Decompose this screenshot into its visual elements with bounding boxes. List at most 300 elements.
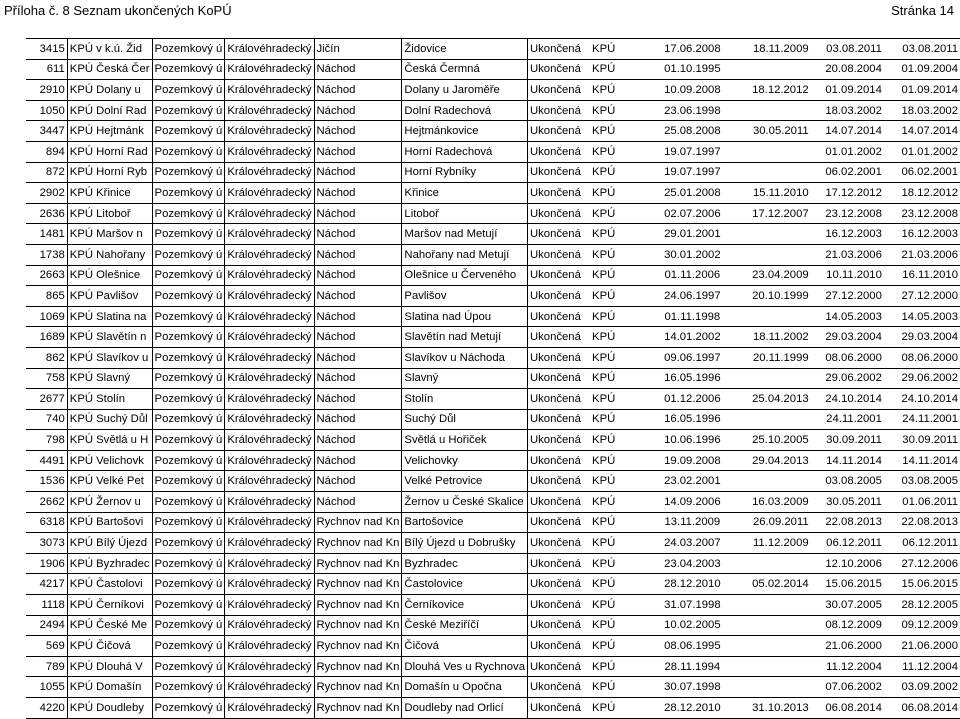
cell-id: 862 <box>26 347 67 368</box>
cell-status: Ukončená <box>527 656 590 677</box>
cell-status: Ukončená <box>527 677 590 698</box>
cell-type: KPÚ <box>590 656 652 677</box>
cell-type: KPÚ <box>590 286 652 307</box>
page-header-title: Příloha č. 8 Seznam ukončených KoPÚ <box>4 3 232 18</box>
cell-region: Královéhradecký <box>225 327 314 348</box>
cell-name: KPÚ Suchý Důl <box>67 409 152 430</box>
cell-cadastral-area: Doudleby nad Orlicí <box>402 698 528 719</box>
cell-region: Královéhradecký <box>225 409 314 430</box>
cell-status: Ukončená <box>527 39 590 60</box>
cell-completion-date: 14.05.2003 <box>811 306 884 327</box>
cell-cadastral-area: České Meziříčí <box>402 615 528 636</box>
cell-approval-date: 20.10.1999 <box>733 286 811 307</box>
cell-region: Královéhradecký <box>225 430 314 451</box>
cell-type: KPÚ <box>590 574 652 595</box>
table-row <box>26 224 960 245</box>
cell-office: Pozemkový ú <box>152 512 225 533</box>
cell-approval-date: 18.12.2012 <box>733 80 811 101</box>
cell-district: Náchod <box>314 162 402 183</box>
cell-district: Jičín <box>314 39 402 60</box>
cell-region: Královéhradecký <box>225 574 314 595</box>
table-row <box>26 450 960 471</box>
cell-region: Královéhradecký <box>225 224 314 245</box>
cell-start-date: 09.06.1997 <box>652 347 733 368</box>
cell-cadastral-area: Suchý Důl <box>402 409 528 430</box>
cell-register-date: 06.02.2001 <box>884 162 960 183</box>
cell-name: KPÚ Křinice <box>67 183 152 204</box>
cell-type: KPÚ <box>590 162 652 183</box>
cell-office: Pozemkový ú <box>152 389 225 410</box>
cell-office: Pozemkový ú <box>152 203 225 224</box>
cell-office: Pozemkový ú <box>152 306 225 327</box>
cell-region: Královéhradecký <box>225 141 314 162</box>
cell-cadastral-area: Domašín u Opočna <box>402 677 528 698</box>
cell-register-date: 03.08.2005 <box>884 471 960 492</box>
cell-district: Náchod <box>314 121 402 142</box>
cell-region: Královéhradecký <box>225 636 314 657</box>
cell-district: Náchod <box>314 183 402 204</box>
cell-approval-date <box>733 306 811 327</box>
cell-status: Ukončená <box>527 286 590 307</box>
cell-approval-date <box>733 368 811 389</box>
cell-status: Ukončená <box>527 553 590 574</box>
table-row <box>26 409 960 430</box>
table-row <box>26 100 960 121</box>
cell-approval-date: 31.10.2013 <box>733 698 811 719</box>
cell-office: Pozemkový ú <box>152 698 225 719</box>
cell-approval-date: 25.04.2013 <box>733 389 811 410</box>
table-row <box>26 203 960 224</box>
cell-region: Královéhradecký <box>225 306 314 327</box>
cell-type: KPÚ <box>590 265 652 286</box>
cell-start-date: 01.11.1998 <box>652 306 733 327</box>
cell-start-date: 10.09.2008 <box>652 80 733 101</box>
cell-id: 1050 <box>26 100 67 121</box>
cell-status: Ukončená <box>527 574 590 595</box>
cell-name: KPÚ Žernov u <box>67 492 152 513</box>
cell-office: Pozemkový ú <box>152 80 225 101</box>
table-row <box>26 183 960 204</box>
cell-approval-date: 05.02.2014 <box>733 574 811 595</box>
cell-office: Pozemkový ú <box>152 553 225 574</box>
cell-start-date: 14.01.2002 <box>652 327 733 348</box>
cell-status: Ukončená <box>527 265 590 286</box>
cell-completion-date: 21.06.2000 <box>811 636 884 657</box>
cell-approval-date <box>733 471 811 492</box>
cell-start-date: 30.07.1998 <box>652 677 733 698</box>
table-row <box>26 121 960 142</box>
cell-id: 740 <box>26 409 67 430</box>
cell-completion-date: 29.06.2002 <box>811 368 884 389</box>
cell-status: Ukončená <box>527 595 590 616</box>
cell-status: Ukončená <box>527 141 590 162</box>
cell-type: KPÚ <box>590 100 652 121</box>
cell-id: 3073 <box>26 533 67 554</box>
cell-district: Rychnov nad Kn <box>314 595 402 616</box>
cell-cadastral-area: Velichovky <box>402 450 528 471</box>
cell-status: Ukončená <box>527 409 590 430</box>
cell-name: KPÚ Olešnice <box>67 265 152 286</box>
cell-cadastral-area: Židovice <box>402 39 528 60</box>
cell-start-date: 16.05.1996 <box>652 409 733 430</box>
cell-id: 2663 <box>26 265 67 286</box>
cell-register-date: 06.12.2011 <box>884 533 960 554</box>
cell-region: Královéhradecký <box>225 100 314 121</box>
cell-completion-date: 03.08.2011 <box>811 39 884 60</box>
cell-register-date: 15.06.2015 <box>884 574 960 595</box>
cell-district: Rychnov nad Kn <box>314 533 402 554</box>
cell-status: Ukončená <box>527 368 590 389</box>
cell-type: KPÚ <box>590 389 652 410</box>
cell-office: Pozemkový ú <box>152 471 225 492</box>
cell-name: KPÚ Dlouhá V <box>67 656 152 677</box>
cell-start-date: 30.01.2002 <box>652 244 733 265</box>
cell-type: KPÚ <box>590 615 652 636</box>
cell-completion-date: 24.10.2014 <box>811 389 884 410</box>
cell-office: Pozemkový ú <box>152 636 225 657</box>
cell-start-date: 19.07.1997 <box>652 141 733 162</box>
cell-district: Náchod <box>314 244 402 265</box>
cell-start-date: 01.10.1995 <box>652 59 733 80</box>
cell-status: Ukončená <box>527 533 590 554</box>
cell-approval-date: 11.12.2009 <box>733 533 811 554</box>
cell-start-date: 25.01.2008 <box>652 183 733 204</box>
cell-completion-date: 29.03.2004 <box>811 327 884 348</box>
cell-office: Pozemkový ú <box>152 265 225 286</box>
cell-register-date: 09.12.2009 <box>884 615 960 636</box>
cell-completion-date: 10.11.2010 <box>811 265 884 286</box>
cell-status: Ukončená <box>527 244 590 265</box>
cell-status: Ukončená <box>527 471 590 492</box>
cell-cadastral-area: Litoboř <box>402 203 528 224</box>
table-row <box>26 141 960 162</box>
cell-cadastral-area: Častolovice <box>402 574 528 595</box>
cell-district: Náchod <box>314 368 402 389</box>
cell-type: KPÚ <box>590 698 652 719</box>
cell-district: Náchod <box>314 471 402 492</box>
cell-name: KPÚ Domašín <box>67 677 152 698</box>
cell-approval-date: 20.11.1999 <box>733 347 811 368</box>
cell-completion-date: 06.08.2014 <box>811 698 884 719</box>
cell-cadastral-area: Slavětín nad Metují <box>402 327 528 348</box>
cell-status: Ukončená <box>527 100 590 121</box>
cell-region: Královéhradecký <box>225 244 314 265</box>
cell-start-date: 01.12.2006 <box>652 389 733 410</box>
table-row <box>26 512 960 533</box>
cell-type: KPÚ <box>590 121 652 142</box>
cell-id: 758 <box>26 368 67 389</box>
cell-id: 4491 <box>26 450 67 471</box>
cell-start-date: 02.07.2006 <box>652 203 733 224</box>
cell-approval-date: 18.11.2002 <box>733 327 811 348</box>
cell-id: 2910 <box>26 80 67 101</box>
cell-completion-date: 11.12.2004 <box>811 656 884 677</box>
table-row <box>26 615 960 636</box>
cell-start-date: 17.06.2008 <box>652 39 733 60</box>
cell-approval-date: 26.09.2011 <box>733 512 811 533</box>
cell-cadastral-area: Dolní Radechová <box>402 100 528 121</box>
cell-register-date: 01.09.2004 <box>884 59 960 80</box>
cell-type: KPÚ <box>590 409 652 430</box>
cell-approval-date: 30.05.2011 <box>733 121 811 142</box>
cell-region: Královéhradecký <box>225 265 314 286</box>
cell-region: Královéhradecký <box>225 286 314 307</box>
cell-name: KPÚ Světlá u H <box>67 430 152 451</box>
cell-name: KPÚ Horní Rad <box>67 141 152 162</box>
cell-name: KPÚ Dolany u <box>67 80 152 101</box>
cell-status: Ukončená <box>527 183 590 204</box>
cell-district: Náchod <box>314 203 402 224</box>
cell-name: KPÚ Čičová <box>67 636 152 657</box>
cell-start-date: 28.12.2010 <box>652 574 733 595</box>
cell-district: Rychnov nad Kn <box>314 574 402 595</box>
cell-region: Královéhradecký <box>225 203 314 224</box>
cell-status: Ukončená <box>527 224 590 245</box>
table-row <box>26 39 960 60</box>
cell-approval-date: 18.11.2009 <box>733 39 811 60</box>
cell-district: Náchod <box>314 450 402 471</box>
cell-office: Pozemkový ú <box>152 595 225 616</box>
cell-type: KPÚ <box>590 533 652 554</box>
cell-register-date: 23.12.2008 <box>884 203 960 224</box>
cell-region: Královéhradecký <box>225 347 314 368</box>
cell-start-date: 01.11.2006 <box>652 265 733 286</box>
cell-district: Náchod <box>314 286 402 307</box>
cell-region: Královéhradecký <box>225 615 314 636</box>
cell-start-date: 29.01.2001 <box>652 224 733 245</box>
cell-completion-date: 21.03.2006 <box>811 244 884 265</box>
cell-office: Pozemkový ú <box>152 39 225 60</box>
cell-id: 569 <box>26 636 67 657</box>
cell-type: KPÚ <box>590 471 652 492</box>
cell-start-date: 10.02.2005 <box>652 615 733 636</box>
cell-approval-date <box>733 224 811 245</box>
table-row <box>26 59 960 80</box>
cell-completion-date: 01.01.2002 <box>811 141 884 162</box>
cell-type: KPÚ <box>590 59 652 80</box>
cell-district: Náchod <box>314 100 402 121</box>
cell-name: KPÚ Bílý Újezd <box>67 533 152 554</box>
cell-register-date: 06.08.2014 <box>884 698 960 719</box>
cell-completion-date: 18.03.2002 <box>811 100 884 121</box>
cell-district: Náchod <box>314 492 402 513</box>
cell-start-date: 23.06.1998 <box>652 100 733 121</box>
cell-id: 1738 <box>26 244 67 265</box>
cell-register-date: 24.11.2001 <box>884 409 960 430</box>
cell-approval-date: 16.03.2009 <box>733 492 811 513</box>
cell-type: KPÚ <box>590 512 652 533</box>
cell-type: KPÚ <box>590 677 652 698</box>
cell-name: KPÚ Slatina na <box>67 306 152 327</box>
cell-status: Ukončená <box>527 698 590 719</box>
table-body <box>26 39 960 719</box>
cell-cadastral-area: Česká Čermná <box>402 59 528 80</box>
table-row <box>26 327 960 348</box>
cell-completion-date: 12.10.2006 <box>811 553 884 574</box>
cell-name: KPÚ Dolní Rad <box>67 100 152 121</box>
cell-cadastral-area: Velké Petrovice <box>402 471 528 492</box>
cell-office: Pozemkový ú <box>152 286 225 307</box>
cell-approval-date <box>733 244 811 265</box>
cell-region: Královéhradecký <box>225 368 314 389</box>
cell-region: Královéhradecký <box>225 59 314 80</box>
cell-register-date: 29.03.2004 <box>884 327 960 348</box>
cell-region: Královéhradecký <box>225 553 314 574</box>
table-row <box>26 677 960 698</box>
cell-completion-date: 30.09.2011 <box>811 430 884 451</box>
cell-district: Náchod <box>314 80 402 101</box>
cell-id: 2636 <box>26 203 67 224</box>
cell-name: KPÚ Slavětín n <box>67 327 152 348</box>
cell-completion-date: 15.06.2015 <box>811 574 884 595</box>
cell-district: Rychnov nad Kn <box>314 553 402 574</box>
cell-name: KPÚ Bartošovi <box>67 512 152 533</box>
cell-name: KPÚ Česká Čer <box>67 59 152 80</box>
cell-register-date: 01.06.2011 <box>884 492 960 513</box>
cell-district: Rychnov nad Kn <box>314 656 402 677</box>
cell-office: Pozemkový ú <box>152 533 225 554</box>
cell-approval-date <box>733 409 811 430</box>
cell-office: Pozemkový ú <box>152 183 225 204</box>
cell-approval-date: 25.10.2005 <box>733 430 811 451</box>
cell-register-date: 28.12.2005 <box>884 595 960 616</box>
cell-id: 6318 <box>26 512 67 533</box>
cell-id: 4217 <box>26 574 67 595</box>
cell-type: KPÚ <box>590 224 652 245</box>
cell-register-date: 27.12.2000 <box>884 286 960 307</box>
cell-cadastral-area: Bartošovice <box>402 512 528 533</box>
cell-completion-date: 20.08.2004 <box>811 59 884 80</box>
cell-office: Pozemkový ú <box>152 141 225 162</box>
cell-cadastral-area: Křinice <box>402 183 528 204</box>
page-number: Stránka 14 <box>891 3 954 18</box>
cell-type: KPÚ <box>590 80 652 101</box>
cell-register-date: 29.06.2002 <box>884 368 960 389</box>
table-row <box>26 244 960 265</box>
cell-status: Ukončená <box>527 203 590 224</box>
cell-district: Náchod <box>314 430 402 451</box>
completed-kopu-table <box>26 38 960 719</box>
cell-id: 1069 <box>26 306 67 327</box>
cell-name: KPÚ Byzhradec <box>67 553 152 574</box>
cell-approval-date <box>733 615 811 636</box>
cell-office: Pozemkový ú <box>152 492 225 513</box>
cell-region: Královéhradecký <box>225 121 314 142</box>
table-row <box>26 389 960 410</box>
cell-region: Královéhradecký <box>225 39 314 60</box>
cell-completion-date: 07.06.2002 <box>811 677 884 698</box>
cell-register-date: 22.08.2013 <box>884 512 960 533</box>
cell-start-date: 28.11.1994 <box>652 656 733 677</box>
cell-office: Pozemkový ú <box>152 656 225 677</box>
cell-start-date: 13.11.2009 <box>652 512 733 533</box>
cell-completion-date: 14.11.2014 <box>811 450 884 471</box>
cell-district: Náchod <box>314 327 402 348</box>
cell-district: Náchod <box>314 141 402 162</box>
cell-region: Královéhradecký <box>225 471 314 492</box>
table-row <box>26 574 960 595</box>
cell-region: Královéhradecký <box>225 162 314 183</box>
cell-cadastral-area: Světlá u Hořiček <box>402 430 528 451</box>
cell-type: KPÚ <box>590 492 652 513</box>
cell-start-date: 23.04.2003 <box>652 553 733 574</box>
cell-completion-date: 27.12.2000 <box>811 286 884 307</box>
table-row <box>26 306 960 327</box>
cell-id: 894 <box>26 141 67 162</box>
cell-district: Náchod <box>314 59 402 80</box>
cell-status: Ukončená <box>527 327 590 348</box>
cell-id: 872 <box>26 162 67 183</box>
cell-register-date: 03.08.2011 <box>884 39 960 60</box>
cell-register-date: 14.07.2014 <box>884 121 960 142</box>
cell-type: KPÚ <box>590 244 652 265</box>
cell-region: Královéhradecký <box>225 512 314 533</box>
cell-start-date: 28.12.2010 <box>652 698 733 719</box>
cell-approval-date <box>733 677 811 698</box>
table-row <box>26 430 960 451</box>
cell-approval-date: 17.12.2007 <box>733 203 811 224</box>
cell-name: KPÚ Černíkovi <box>67 595 152 616</box>
cell-cadastral-area: Horní Rybníky <box>402 162 528 183</box>
cell-district: Rychnov nad Kn <box>314 677 402 698</box>
cell-name: KPÚ Stolín <box>67 389 152 410</box>
cell-district: Rychnov nad Kn <box>314 615 402 636</box>
cell-office: Pozemkový ú <box>152 430 225 451</box>
cell-office: Pozemkový ú <box>152 59 225 80</box>
cell-name: KPÚ Velichovk <box>67 450 152 471</box>
cell-office: Pozemkový ú <box>152 368 225 389</box>
cell-region: Královéhradecký <box>225 698 314 719</box>
cell-cadastral-area: Čičová <box>402 636 528 657</box>
cell-office: Pozemkový ú <box>152 615 225 636</box>
cell-approval-date: 29.04.2013 <box>733 450 811 471</box>
cell-register-date: 01.01.2002 <box>884 141 960 162</box>
cell-start-date: 31.07.1998 <box>652 595 733 616</box>
cell-cadastral-area: Slavný <box>402 368 528 389</box>
cell-office: Pozemkový ú <box>152 121 225 142</box>
cell-cadastral-area: Byzhradec <box>402 553 528 574</box>
cell-status: Ukončená <box>527 450 590 471</box>
cell-region: Královéhradecký <box>225 677 314 698</box>
cell-register-date: 18.12.2012 <box>884 183 960 204</box>
cell-region: Královéhradecký <box>225 389 314 410</box>
cell-status: Ukončená <box>527 430 590 451</box>
cell-completion-date: 24.11.2001 <box>811 409 884 430</box>
cell-cadastral-area: Stolín <box>402 389 528 410</box>
table-row <box>26 347 960 368</box>
cell-register-date: 21.06.2000 <box>884 636 960 657</box>
cell-register-date: 16.11.2010 <box>884 265 960 286</box>
cell-cadastral-area: Horní Radechová <box>402 141 528 162</box>
cell-district: Náchod <box>314 347 402 368</box>
table-row <box>26 265 960 286</box>
table-row <box>26 471 960 492</box>
cell-cadastral-area: Slavíkov u Náchoda <box>402 347 528 368</box>
cell-status: Ukončená <box>527 80 590 101</box>
cell-id: 611 <box>26 59 67 80</box>
cell-office: Pozemkový ú <box>152 244 225 265</box>
cell-cadastral-area: Nahořany nad Metují <box>402 244 528 265</box>
table-row <box>26 492 960 513</box>
cell-start-date: 25.08.2008 <box>652 121 733 142</box>
cell-start-date: 19.09.2008 <box>652 450 733 471</box>
cell-cadastral-area: Černíkovice <box>402 595 528 616</box>
cell-name: KPÚ Slavíkov u <box>67 347 152 368</box>
cell-type: KPÚ <box>590 39 652 60</box>
cell-district: Rychnov nad Kn <box>314 698 402 719</box>
cell-id: 789 <box>26 656 67 677</box>
cell-completion-date: 23.12.2008 <box>811 203 884 224</box>
